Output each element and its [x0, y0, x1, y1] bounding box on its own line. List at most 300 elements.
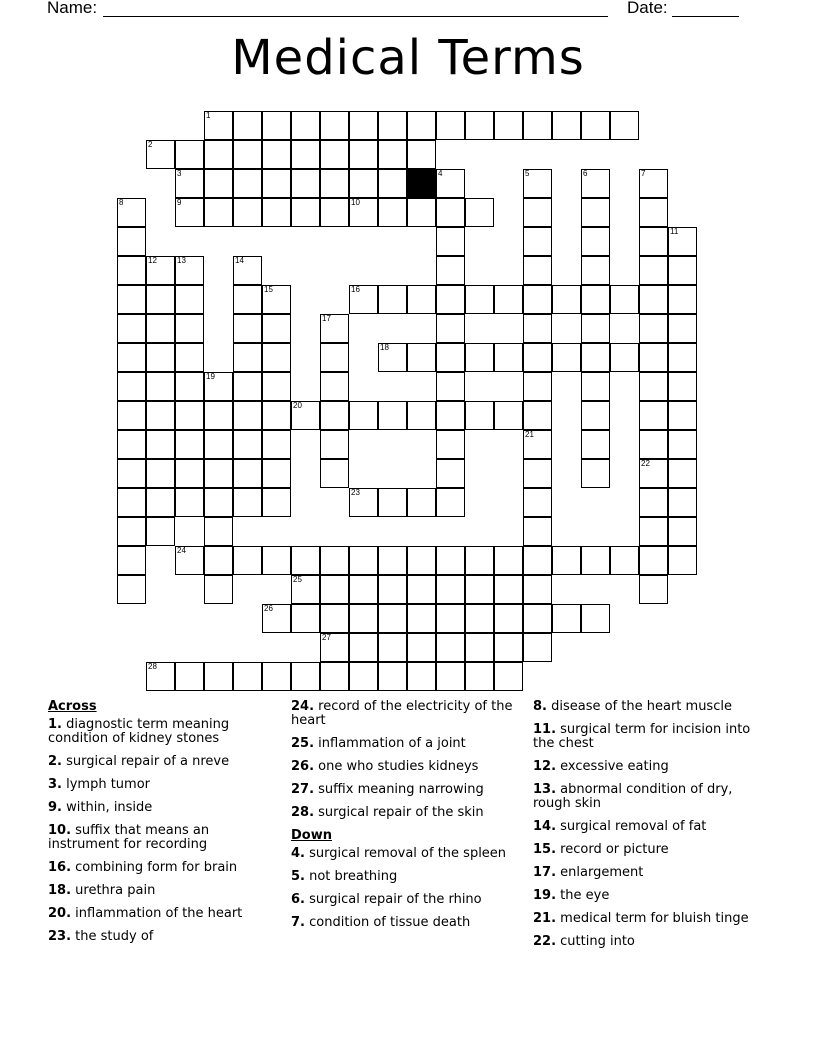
grid-cell[interactable]: [262, 140, 291, 169]
clue-number: 4: [438, 169, 443, 178]
clue-number: 28: [148, 662, 157, 671]
grid-cell[interactable]: [175, 169, 204, 198]
date-label: Date:: [627, 0, 668, 17]
grid-cell[interactable]: [407, 285, 436, 314]
grid-cell[interactable]: [407, 604, 436, 633]
clue-number: 2: [148, 140, 153, 149]
grid-cell[interactable]: [378, 169, 407, 198]
grid-black-cell: [407, 169, 436, 198]
grid-cell[interactable]: [581, 256, 610, 285]
grid-cell[interactable]: [204, 198, 233, 227]
grid-cell[interactable]: [291, 575, 320, 604]
grid-cell[interactable]: [320, 459, 349, 488]
grid-cell[interactable]: [146, 256, 175, 285]
across-clue-24: 24. record of the electricity of the heart: [291, 699, 513, 728]
grid-cell[interactable]: [175, 140, 204, 169]
grid-cell[interactable]: [175, 285, 204, 314]
grid-cell[interactable]: [668, 488, 697, 517]
grid-cell[interactable]: [581, 546, 610, 575]
clue-number-label: 4.: [291, 846, 305, 861]
grid-cell[interactable]: [465, 198, 494, 227]
clue-number: 14: [235, 256, 244, 265]
grid-cell[interactable]: [175, 314, 204, 343]
grid-cell[interactable]: [262, 662, 291, 691]
grid-cell[interactable]: [436, 169, 465, 198]
grid-cell[interactable]: [175, 546, 204, 575]
grid-cell[interactable]: [233, 372, 262, 401]
grid-cell[interactable]: [668, 343, 697, 372]
clue-number: 10: [351, 198, 360, 207]
grid-cell[interactable]: [436, 401, 465, 430]
grid-cell[interactable]: [465, 111, 494, 140]
grid-cell[interactable]: [378, 604, 407, 633]
grid-cell[interactable]: [523, 256, 552, 285]
grid-cell[interactable]: [436, 430, 465, 459]
grid-cell[interactable]: [639, 459, 668, 488]
grid-cell[interactable]: [349, 140, 378, 169]
down-clue-4: 4. surgical removal of the spleen: [291, 846, 507, 861]
grid-cell[interactable]: [117, 372, 146, 401]
grid-cell[interactable]: [320, 111, 349, 140]
grid-cell[interactable]: [668, 459, 697, 488]
grid-cell[interactable]: [262, 459, 291, 488]
grid-cell[interactable]: [320, 140, 349, 169]
grid-cell[interactable]: [407, 343, 436, 372]
clues-column-1: [48, 700, 278, 953]
clue-number: 11: [670, 227, 679, 236]
grid-cell[interactable]: [436, 198, 465, 227]
grid-cell[interactable]: [581, 227, 610, 256]
grid-cell[interactable]: [552, 285, 581, 314]
grid-cell[interactable]: [291, 111, 320, 140]
grid-cell[interactable]: [175, 256, 204, 285]
grid-cell[interactable]: [552, 111, 581, 140]
grid-cell[interactable]: [494, 575, 523, 604]
grid-cell[interactable]: [436, 227, 465, 256]
grid-cell[interactable]: [523, 488, 552, 517]
grid-cell[interactable]: [523, 430, 552, 459]
grid-cell[interactable]: [262, 488, 291, 517]
clue-number-label: 26.: [291, 759, 315, 774]
grid-cell[interactable]: [465, 401, 494, 430]
grid-cell[interactable]: [668, 401, 697, 430]
grid-cell[interactable]: [494, 343, 523, 372]
grid-cell[interactable]: [233, 343, 262, 372]
grid-cell[interactable]: [610, 111, 639, 140]
grid-cell[interactable]: [639, 343, 668, 372]
grid-cell[interactable]: [639, 575, 668, 604]
grid-cell[interactable]: [436, 575, 465, 604]
across-clue-9: 9. within, inside: [48, 800, 153, 815]
clues-column-2: [291, 700, 521, 939]
grid-cell[interactable]: [523, 227, 552, 256]
grid-cell[interactable]: [204, 575, 233, 604]
clue-number-label: 23.: [48, 929, 72, 944]
grid-cell[interactable]: [378, 343, 407, 372]
clue-number-label: 2.: [48, 754, 62, 769]
grid-cell[interactable]: [552, 343, 581, 372]
grid-cell[interactable]: [465, 546, 494, 575]
grid-cell[interactable]: [320, 169, 349, 198]
grid-cell[interactable]: [204, 546, 233, 575]
grid-cell[interactable]: [291, 169, 320, 198]
across-clue-list-continued: [291, 700, 521, 820]
grid-cell[interactable]: [117, 401, 146, 430]
grid-cell[interactable]: [233, 546, 262, 575]
clue-number-label: 22.: [533, 934, 557, 949]
grid-cell[interactable]: [349, 285, 378, 314]
grid-cell[interactable]: [233, 169, 262, 198]
grid-cell[interactable]: [291, 604, 320, 633]
grid-cell[interactable]: [291, 662, 320, 691]
grid-cell[interactable]: [668, 256, 697, 285]
grid-cell[interactable]: [349, 633, 378, 662]
grid-cell[interactable]: [610, 285, 639, 314]
page-title: Medical Terms: [231, 30, 585, 86]
grid-cell[interactable]: [494, 285, 523, 314]
grid-cell[interactable]: [117, 198, 146, 227]
grid-cell[interactable]: [262, 169, 291, 198]
grid-cell[interactable]: [320, 198, 349, 227]
grid-cell[interactable]: [523, 546, 552, 575]
grid-cell[interactable]: [436, 488, 465, 517]
clue-number-label: 13.: [533, 782, 557, 797]
grid-cell[interactable]: [349, 575, 378, 604]
grid-cell[interactable]: [146, 430, 175, 459]
clue-number: 27: [322, 633, 331, 642]
grid-cell[interactable]: [668, 285, 697, 314]
grid-cell[interactable]: [117, 227, 146, 256]
grid-cell[interactable]: [349, 604, 378, 633]
across-clue-list: [48, 718, 278, 944]
grid-cell[interactable]: [523, 111, 552, 140]
grid-cell[interactable]: [117, 575, 146, 604]
grid-cell[interactable]: [639, 546, 668, 575]
grid-cell[interactable]: [262, 430, 291, 459]
grid-cell[interactable]: [494, 604, 523, 633]
grid-cell[interactable]: [465, 285, 494, 314]
grid-cell[interactable]: [523, 633, 552, 662]
clue-number: 25: [293, 575, 302, 584]
grid-cell[interactable]: [262, 604, 291, 633]
grid-cell[interactable]: [639, 314, 668, 343]
grid-cell[interactable]: [204, 401, 233, 430]
grid-cell[interactable]: [407, 546, 436, 575]
grid-cell[interactable]: [378, 401, 407, 430]
grid-cell[interactable]: [436, 111, 465, 140]
grid-cell[interactable]: [523, 169, 552, 198]
grid-cell[interactable]: [204, 662, 233, 691]
grid-cell[interactable]: [523, 517, 552, 546]
grid-cell[interactable]: [117, 517, 146, 546]
grid-cell[interactable]: [320, 372, 349, 401]
grid-cell[interactable]: [407, 662, 436, 691]
grid-cell[interactable]: [639, 256, 668, 285]
grid-cell[interactable]: [494, 546, 523, 575]
grid-cell[interactable]: [378, 111, 407, 140]
grid-cell[interactable]: [146, 662, 175, 691]
grid-cell[interactable]: [349, 546, 378, 575]
grid-cell[interactable]: [291, 401, 320, 430]
grid-cell[interactable]: [436, 314, 465, 343]
grid-cell[interactable]: [233, 285, 262, 314]
grid-cell[interactable]: [465, 604, 494, 633]
grid-cell[interactable]: [175, 401, 204, 430]
grid-cell[interactable]: [668, 430, 697, 459]
grid-cell[interactable]: [465, 343, 494, 372]
grid-cell[interactable]: [349, 662, 378, 691]
grid-cell[interactable]: [146, 140, 175, 169]
grid-cell[interactable]: [262, 372, 291, 401]
grid-cell[interactable]: [668, 227, 697, 256]
grid-cell[interactable]: [146, 459, 175, 488]
clue-number-label: 6.: [291, 892, 305, 907]
grid-cell[interactable]: [262, 314, 291, 343]
grid-cell[interactable]: [407, 633, 436, 662]
grid-cell[interactable]: [320, 633, 349, 662]
grid-cell[interactable]: [320, 401, 349, 430]
grid-cell[interactable]: [262, 401, 291, 430]
grid-cell[interactable]: [436, 546, 465, 575]
grid-cell[interactable]: [349, 169, 378, 198]
grid-cell[interactable]: [262, 546, 291, 575]
grid-cell[interactable]: [204, 372, 233, 401]
grid-cell[interactable]: [465, 662, 494, 691]
clue-number-label: 1.: [48, 717, 62, 732]
grid-cell[interactable]: [146, 488, 175, 517]
grid-cell[interactable]: [581, 169, 610, 198]
grid-cell[interactable]: [610, 546, 639, 575]
grid-cell[interactable]: [639, 401, 668, 430]
clue-number-label: 16.: [48, 860, 72, 875]
grid-cell[interactable]: [378, 140, 407, 169]
grid-cell[interactable]: [233, 459, 262, 488]
grid-cell[interactable]: [233, 198, 262, 227]
grid-cell[interactable]: [320, 343, 349, 372]
grid-cell[interactable]: [175, 488, 204, 517]
clue-number-label: 27.: [291, 782, 315, 797]
grid-cell[interactable]: [233, 430, 262, 459]
grid-cell[interactable]: [494, 662, 523, 691]
grid-cell[interactable]: [378, 488, 407, 517]
grid-cell[interactable]: [581, 111, 610, 140]
clue-number-label: 19.: [533, 888, 557, 903]
grid-cell[interactable]: [668, 546, 697, 575]
grid-cell[interactable]: [204, 517, 233, 546]
grid-cell[interactable]: [407, 488, 436, 517]
grid-cell[interactable]: [378, 662, 407, 691]
grid-cell[interactable]: [175, 343, 204, 372]
grid-cell[interactable]: [175, 662, 204, 691]
grid-cell[interactable]: [233, 488, 262, 517]
grid-cell[interactable]: [233, 140, 262, 169]
grid-cell[interactable]: [204, 140, 233, 169]
grid-cell[interactable]: [117, 343, 146, 372]
grid-cell[interactable]: [523, 285, 552, 314]
grid-cell[interactable]: [349, 488, 378, 517]
down-clue-6: 6. surgical repair of the rhino: [291, 892, 482, 907]
grid-cell[interactable]: [291, 198, 320, 227]
grid-cell[interactable]: [581, 459, 610, 488]
grid-cell[interactable]: [436, 633, 465, 662]
grid-cell[interactable]: [581, 401, 610, 430]
grid-cell[interactable]: [581, 285, 610, 314]
down-clue-7: 7. condition of tissue death: [291, 915, 471, 930]
grid-cell[interactable]: [117, 430, 146, 459]
grid-cell[interactable]: [146, 343, 175, 372]
grid-cell[interactable]: [639, 517, 668, 546]
grid-cell[interactable]: [436, 372, 465, 401]
grid-cell[interactable]: [581, 430, 610, 459]
grid-cell[interactable]: [117, 285, 146, 314]
clue-number-label: 25.: [291, 736, 315, 751]
grid-cell[interactable]: [494, 633, 523, 662]
grid-cell[interactable]: [436, 604, 465, 633]
down-clue-5: 5. not breathing: [291, 869, 398, 884]
grid-cell[interactable]: [204, 430, 233, 459]
grid-cell[interactable]: [407, 401, 436, 430]
clue-number: 19: [206, 372, 215, 381]
down-clue-8: 8. disease of the heart muscle: [533, 699, 732, 714]
grid-cell[interactable]: [233, 111, 262, 140]
grid-cell[interactable]: [320, 546, 349, 575]
grid-cell[interactable]: [349, 198, 378, 227]
grid-cell[interactable]: [407, 198, 436, 227]
grid-cell[interactable]: [349, 111, 378, 140]
grid-cell[interactable]: [204, 459, 233, 488]
grid-cell[interactable]: [175, 198, 204, 227]
grid-cell[interactable]: [668, 314, 697, 343]
grid-cell[interactable]: [378, 285, 407, 314]
grid-cell[interactable]: [436, 256, 465, 285]
grid-cell[interactable]: [465, 575, 494, 604]
grid-cell[interactable]: [117, 459, 146, 488]
grid-cell[interactable]: [233, 401, 262, 430]
grid-cell[interactable]: [581, 372, 610, 401]
across-clue-27: 27. suffix meaning narrowing: [291, 782, 484, 797]
grid-cell[interactable]: [117, 314, 146, 343]
grid-cell[interactable]: [378, 198, 407, 227]
grid-cell[interactable]: [639, 227, 668, 256]
grid-cell[interactable]: [552, 604, 581, 633]
grid-cell[interactable]: [233, 662, 262, 691]
grid-cell[interactable]: [494, 401, 523, 430]
clue-number: 26: [264, 604, 273, 613]
grid-cell[interactable]: [175, 430, 204, 459]
grid-cell[interactable]: [407, 140, 436, 169]
grid-cell[interactable]: [523, 314, 552, 343]
grid-cell[interactable]: [581, 314, 610, 343]
clues-column-3: [533, 700, 763, 958]
grid-cell[interactable]: [523, 604, 552, 633]
grid-cell[interactable]: [436, 459, 465, 488]
grid-cell[interactable]: [117, 256, 146, 285]
grid-cell[interactable]: [204, 488, 233, 517]
grid-cell[interactable]: [146, 285, 175, 314]
grid-cell[interactable]: [204, 111, 233, 140]
grid-cell[interactable]: [581, 343, 610, 372]
grid-cell[interactable]: [204, 169, 233, 198]
down-clue-13: 13. abnormal condition of dry, rough skin: [533, 782, 733, 811]
grid-cell[interactable]: [523, 575, 552, 604]
grid-cell[interactable]: [117, 546, 146, 575]
grid-cell[interactable]: [262, 343, 291, 372]
grid-cell[interactable]: [146, 401, 175, 430]
grid-cell[interactable]: [610, 343, 639, 372]
grid-cell[interactable]: [233, 314, 262, 343]
grid-cell[interactable]: [407, 111, 436, 140]
grid-cell[interactable]: [233, 256, 262, 285]
grid-cell[interactable]: [117, 488, 146, 517]
grid-cell[interactable]: [523, 372, 552, 401]
across-clue-20: 20. inflammation of the heart: [48, 906, 243, 921]
grid-cell[interactable]: [320, 575, 349, 604]
clue-number: 6: [583, 169, 588, 178]
grid-cell[interactable]: [175, 372, 204, 401]
grid-cell[interactable]: [175, 459, 204, 488]
grid-cell[interactable]: [291, 546, 320, 575]
clue-number-label: 21.: [533, 911, 557, 926]
grid-cell[interactable]: [262, 198, 291, 227]
grid-cell[interactable]: [436, 343, 465, 372]
grid-cell[interactable]: [320, 314, 349, 343]
clue-number-label: 24.: [291, 699, 315, 714]
grid-cell[interactable]: [378, 575, 407, 604]
grid-cell[interactable]: [639, 430, 668, 459]
clue-number-label: 3.: [48, 777, 62, 792]
grid-cell[interactable]: [320, 662, 349, 691]
grid-cell[interactable]: [320, 604, 349, 633]
grid-cell[interactable]: [436, 285, 465, 314]
grid-cell[interactable]: [581, 198, 610, 227]
grid-cell[interactable]: [639, 372, 668, 401]
grid-cell[interactable]: [639, 169, 668, 198]
clue-number: 1: [206, 111, 211, 120]
grid-cell[interactable]: [146, 517, 175, 546]
grid-cell[interactable]: [668, 517, 697, 546]
down-heading: Down: [291, 828, 332, 843]
clue-number: 15: [264, 285, 273, 294]
grid-cell[interactable]: [523, 401, 552, 430]
grid-cell[interactable]: [146, 314, 175, 343]
grid-cell[interactable]: [407, 575, 436, 604]
grid-cell[interactable]: [465, 633, 494, 662]
grid-cell[interactable]: [436, 662, 465, 691]
grid-cell[interactable]: [262, 285, 291, 314]
grid-cell[interactable]: [320, 430, 349, 459]
grid-cell[interactable]: [378, 546, 407, 575]
grid-cell[interactable]: [523, 459, 552, 488]
grid-cell[interactable]: [523, 198, 552, 227]
grid-cell[interactable]: [349, 401, 378, 430]
grid-cell[interactable]: [523, 343, 552, 372]
grid-cell[interactable]: [146, 372, 175, 401]
grid-cell[interactable]: [262, 111, 291, 140]
grid-cell[interactable]: [291, 140, 320, 169]
grid-cell[interactable]: [552, 546, 581, 575]
grid-cell[interactable]: [639, 285, 668, 314]
grid-cell[interactable]: [581, 604, 610, 633]
grid-cell[interactable]: [378, 633, 407, 662]
across-clue-28: 28. surgical repair of the skin: [291, 805, 484, 820]
clue-number: 24: [177, 546, 186, 555]
grid-cell[interactable]: [639, 198, 668, 227]
down-clue-21: 21. medical term for bluish tinge: [533, 911, 749, 926]
grid-cell[interactable]: [668, 372, 697, 401]
down-clue-15: 15. record or picture: [533, 842, 669, 857]
grid-cell[interactable]: [639, 488, 668, 517]
grid-cell[interactable]: [494, 111, 523, 140]
